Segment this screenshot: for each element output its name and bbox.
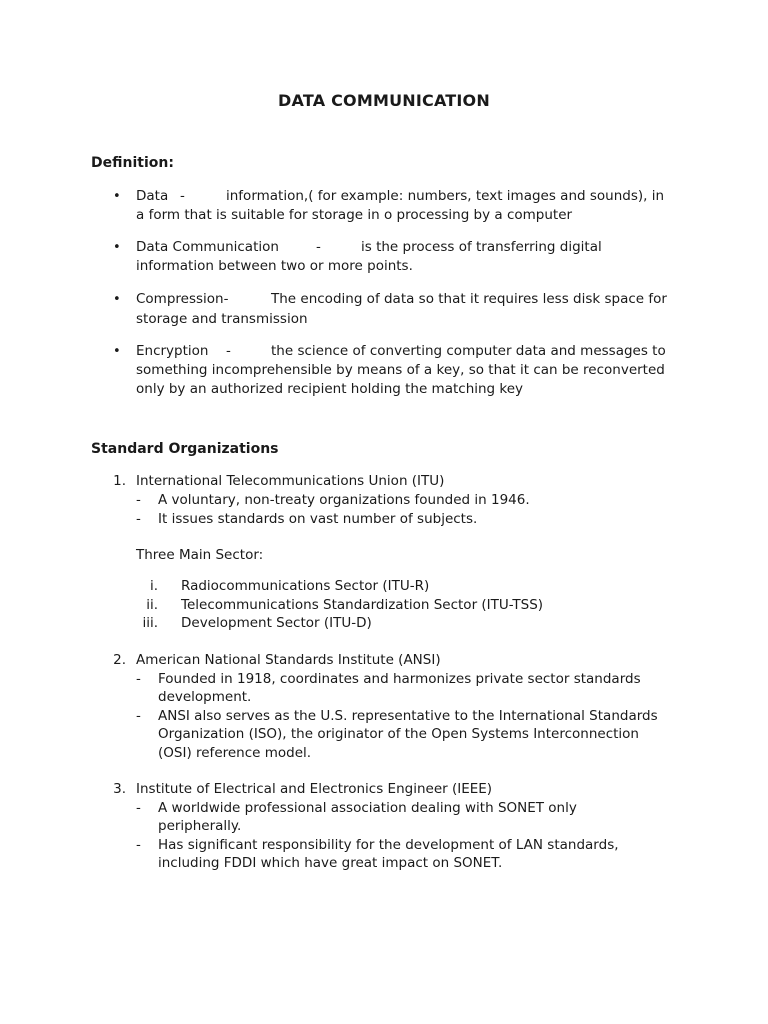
point-dash: - [136,511,141,527]
org-point-line: It issues standards on vast number of subjects. [158,511,478,527]
org-point-line: (OSI) reference model. [158,745,312,761]
definition-text-line: information between two or more points. [136,258,413,274]
org-number: 2. [113,652,126,668]
definition-dash: - [180,188,185,204]
definition-term: Data Communication [136,239,279,255]
definition-heading: Definition: [91,155,174,171]
sector-name: Radiocommunications Sector (ITU-R) [181,578,430,594]
definition-text-line: information,( for example: numbers, text images and sounds), in [226,188,665,204]
definition-dash: - [316,239,321,255]
point-dash: - [136,492,141,508]
definition-term: Encryption [136,343,209,359]
org-name: International Telecommunications Union (ITU) [136,473,445,489]
org-number: 1. [113,473,126,489]
point-dash: - [136,800,141,816]
standards-heading: Standard Organizations [91,441,279,457]
org-point-line: A worldwide professional association dealing with SONET only [158,800,577,816]
bullet-icon: • [113,344,121,359]
sector-number: ii. [146,597,158,613]
bullet-icon: • [113,189,121,204]
definition-text-line: only by an authorized recipient holding the matching key [136,381,524,397]
org-name: Institute of Electrical and Electronics Engineer (IEEE) [136,781,493,797]
org-number: 3. [113,781,126,797]
org-point-line: Organization (ISO), the originator of the Open Systems Interconnection [158,726,639,742]
org-name: American National Standards Institute (ANSI) [136,652,441,668]
definition-term: Compression- [136,291,229,307]
document-title: DATA COMMUNICATION [278,91,490,110]
point-dash: - [136,837,141,853]
bullet-icon: • [113,292,121,307]
org-point-line: development. [158,689,252,705]
definition-dash: - [226,343,231,359]
org-point-line: ANSI also serves as the U.S. representative to the International Standards [158,708,658,724]
sector-heading: Three Main Sector: [136,547,264,563]
sector-name: Development Sector (ITU-D) [181,615,372,631]
org-point-line: including FDDI which have great impact on SONET. [158,855,503,871]
sector-name: Telecommunications Standardization Sector (ITU-TSS) [181,597,544,613]
definition-text-line: is the process of transferring digital [361,239,602,255]
point-dash: - [136,671,141,687]
definition-term: Data [136,188,169,204]
definition-text-line: storage and transmission [136,311,308,327]
org-point-line: A voluntary, non-treaty organizations founded in 1946. [158,492,530,508]
definition-text-line: something incomprehensible by means of a key, so that it can be reconverted [136,362,665,378]
point-dash: - [136,708,141,724]
org-point-line: Founded in 1918, coordinates and harmonizes private sector standards [158,671,641,687]
definition-text-line: the science of converting computer data and messages to [271,343,666,359]
definition-text-line: a form that is suitable for storage in o processing by a computer [136,207,573,223]
org-point-line: Has significant responsibility for the development of LAN standards, [158,837,619,853]
sector-number: iii. [142,615,158,631]
bullet-icon: • [113,240,121,255]
definition-text-line: The encoding of data so that it requires less disk space for [271,291,667,307]
org-point-line: peripherally. [158,818,242,834]
sector-number: i. [149,578,158,594]
